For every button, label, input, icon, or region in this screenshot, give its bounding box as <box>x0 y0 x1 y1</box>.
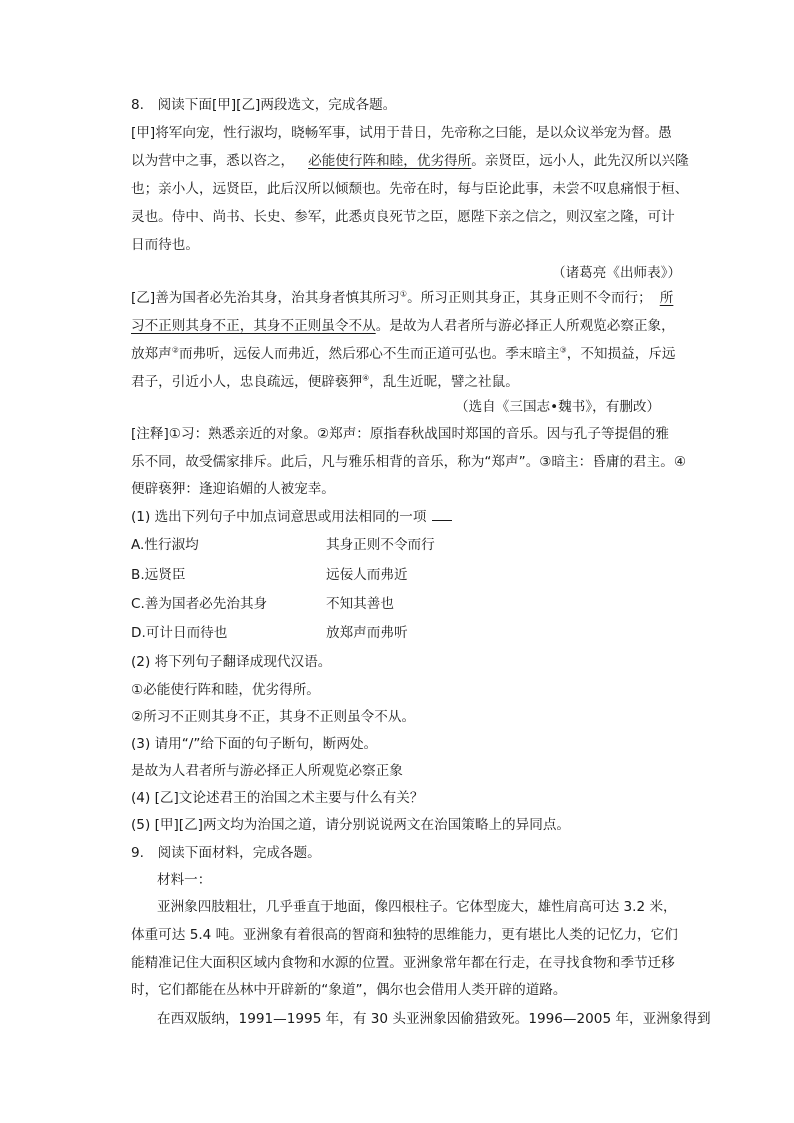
sub3-sentence: 是故为人君者所与游必择正人所观览必察正象 <box>131 763 403 779</box>
sub2-stem: (2) 将下列句子翻译成现代汉语。 <box>131 654 332 670</box>
jia-line-2-end: 。亲贤臣，远小人，此先汉所以兴隆 <box>471 153 689 169</box>
sub2-sentence-2: ②所习不正则其身不正，其身不正则虽令不从。 <box>131 709 416 725</box>
yi-line-3 <box>131 344 676 364</box>
m1p1-line-4: 时，它们都能在丛林中开辟新的“象道”，偶尔也会借用人类开辟的道路。 <box>131 982 567 998</box>
sub1-stem-text: (1) 选出下列句子中加点词意思或用法相同的一项 <box>131 509 427 525</box>
option-b-right: 远佞人而弗近 <box>326 567 408 583</box>
yi-line-2 <box>131 316 675 336</box>
q8-heading: 8. 阅读下面[甲][乙]两段选文，完成各题。 <box>131 97 397 113</box>
jia-line-2 <box>131 151 689 171</box>
option-b-left: B.远贤臣 <box>131 567 186 583</box>
yi-source: （选自《三国志•魏书》，有删改） <box>455 399 661 415</box>
jia-line-3: 也；亲小人，远贤臣，此后汉所以倾颓也。先帝在时，每与臣论此事，未尝不叹息痛恨于桓、 <box>131 181 689 197</box>
note-line-2: 乐不同，故受儒家排斥。此后，凡与雅乐相背的音乐，称为“郑声”。③暗主：昏庸的君主。④ <box>131 454 687 470</box>
subquestion-5: (5) [甲][乙]两文均为治国之道，请分别说说两文在治国策略上的异同点。 <box>131 817 571 833</box>
m1p2-line-1: 在西双版纳，1991—1995 年，有 30 头亚洲象因偷猎致死。1996—2005 年，亚洲象得到 <box>157 1011 711 1027</box>
subquestion-4: (4) [乙]文论述君王的治国之术主要与什么有关？ <box>131 790 424 806</box>
q9-heading: 9. 阅读下面材料，完成各题。 <box>131 845 321 861</box>
jia-line-1: [甲]将军向宠，性行淑均，晓畅军事，试用于昔日，先帝称之曰能，是以众议举宠为督。愚 <box>131 125 672 141</box>
yi-line-1-mid: 。所习正则其身正，其身正则不令而行； <box>407 290 652 306</box>
yi-line-3-start: 放郑声 <box>131 346 172 362</box>
yi-line-1 <box>131 288 673 308</box>
footnote-3-marker: ③ <box>559 345 567 355</box>
yi-line-4-end: ，乱生近昵，譬之社鼠。 <box>369 374 519 390</box>
m1p1-line-2: 体重可达 5.4 吨。亚洲象有着很高的智商和独特的思维能力，更有堪比人类的记忆力，它们 <box>131 927 678 943</box>
note-line-1: [注释]①习：熟悉亲近的对象。②郑声：原指春秋战国时郑国的音乐。因与孔子等提倡的雅 <box>131 426 669 442</box>
answer-blank[interactable] <box>432 508 452 521</box>
option-a-left: A.性行淑均 <box>131 537 199 553</box>
option-d-left: D.可计日而待也 <box>131 625 228 641</box>
footnote-4-marker: ④ <box>362 373 370 383</box>
m1p1-line-3: 能精准记住大面积区域内食物和水源的位置。亚洲象常年都在行走，在寻找食物和季节迁移 <box>131 955 675 971</box>
footnote-2-marker: ② <box>171 345 179 355</box>
yi-line-4-start: 君子，引近小人，忠良疏远，便辟亵狎 <box>131 374 363 390</box>
yi-line-2-end: 。是故为人君者所与游必择正人所观览必察正象， <box>375 318 675 334</box>
jia-source: （诸葛亮《出师表》） <box>552 265 682 281</box>
option-c-left: C.善为国者必先治其身 <box>131 596 268 612</box>
sub2-sentence-1: ①必能使行阵和睦，优劣得所。 <box>131 682 320 698</box>
option-c-right: 不知其善也 <box>326 596 394 612</box>
yi-line-4 <box>131 372 519 392</box>
yi-underlined-start: 所 <box>659 290 674 306</box>
note-line-3: 便辟亵狎：逢迎谄媚的人被宠幸。 <box>131 481 335 497</box>
yi-underlined-sentence: 习不正则其身不正，其身不正则虽令不从 <box>131 318 376 334</box>
yi-line-3-end: ，不知损益，斥远 <box>566 346 676 362</box>
sub3-stem: (3) 请用“/”给下面的句子断句，断两处。 <box>131 736 378 752</box>
jia-line-4: 灵也。侍中、尚书、长史、参军，此悉贞良死节之臣，愿陛下亲之信之，则汉室之隆，可计 <box>131 209 675 225</box>
option-d-right: 放郑声而弗听 <box>326 625 408 641</box>
yi-line-1-start: [乙]善为国者必先治其身，治其身者慎其所习 <box>131 290 400 306</box>
option-a-right: 其身正则不令而行 <box>326 537 435 553</box>
material-1-title: 材料一： <box>157 872 212 888</box>
yi-line-3-mid: 而弗听，远佞人而弗近，然后邪心不生而正道可弘也。季末暗主 <box>178 346 560 362</box>
jia-underlined-sentence: 必能使行阵和睦，优劣得所 <box>308 153 472 169</box>
m1p1-line-1: 亚洲象四肢粗壮，几乎垂直于地面，像四根柱子。它体型庞大，雄性肩高可达 3.2 米， <box>157 899 677 915</box>
footnote-1-marker: ① <box>399 289 408 299</box>
jia-line-5: 日而待也。 <box>131 237 199 253</box>
sub1-stem <box>131 507 452 527</box>
jia-line-2-start: 以为营中之事，悉以咨之， <box>131 153 295 169</box>
